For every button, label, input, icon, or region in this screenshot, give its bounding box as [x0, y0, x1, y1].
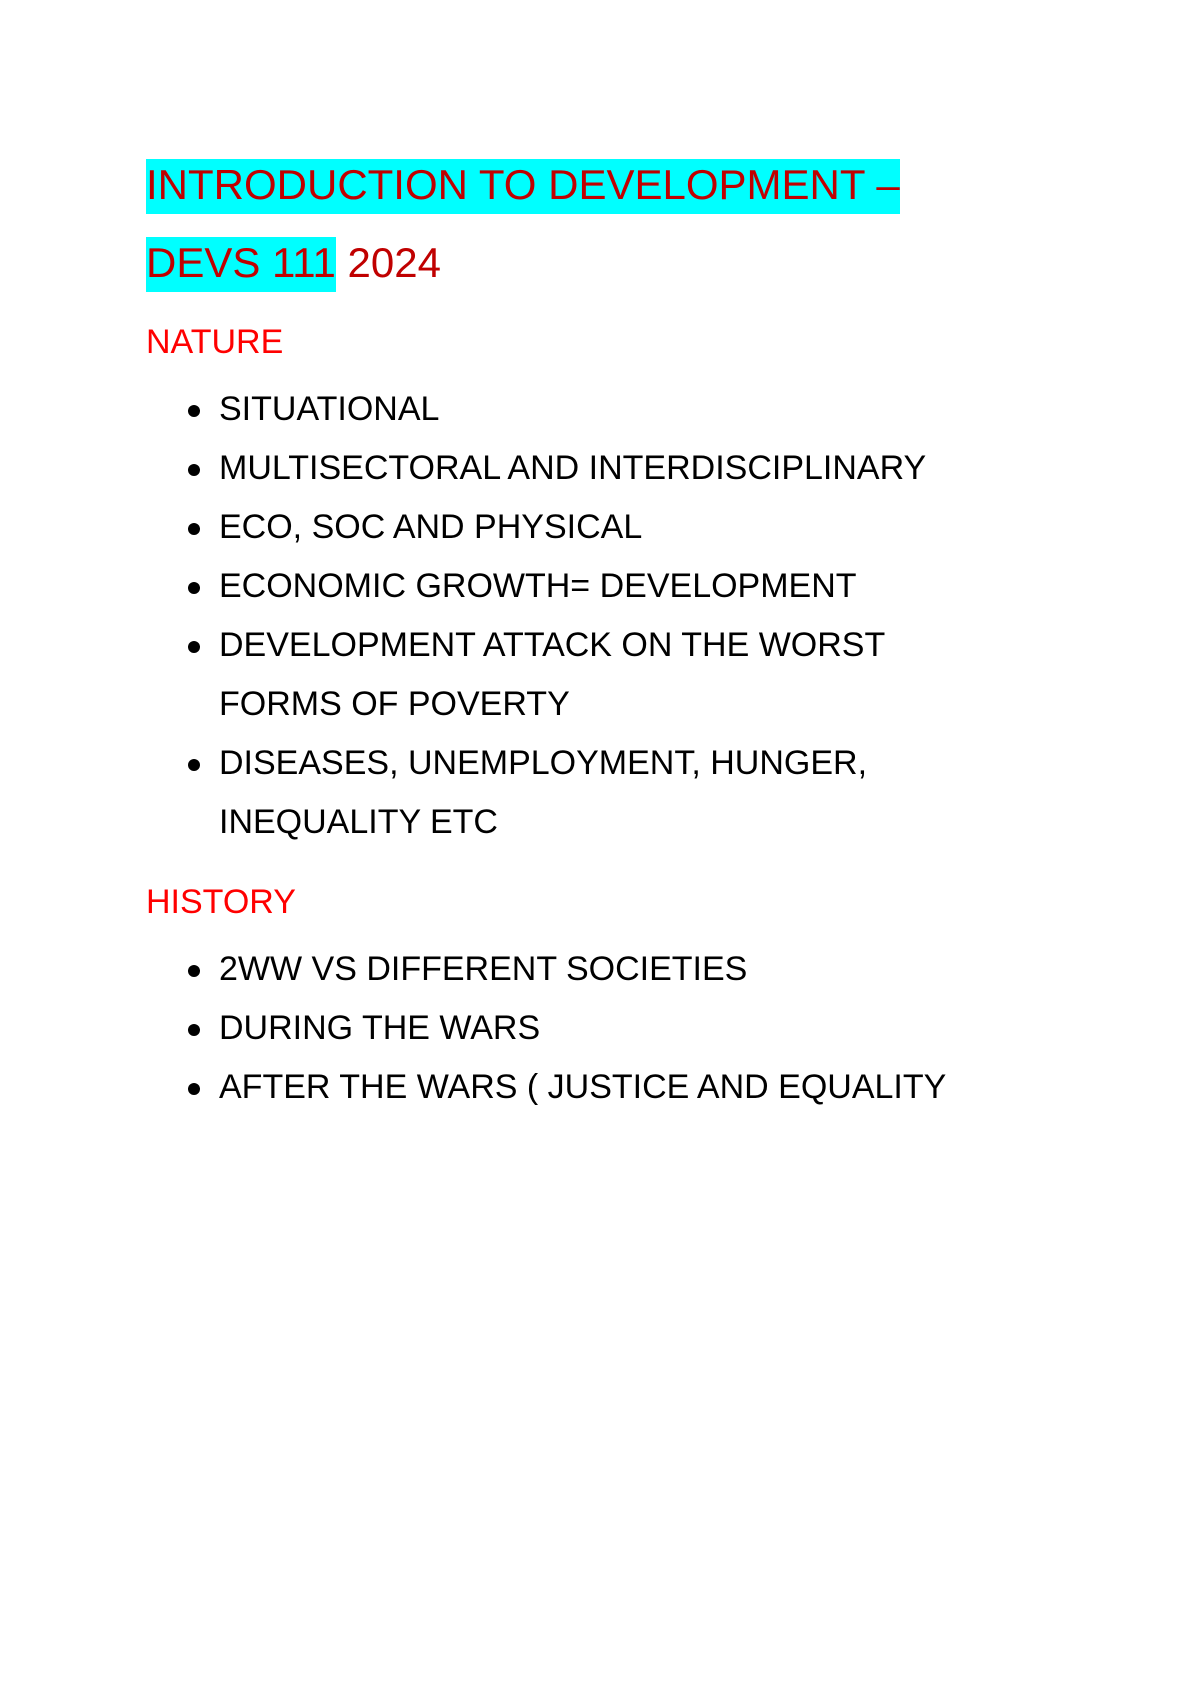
title-highlight-2: DEVS 111	[146, 237, 336, 292]
bullet-icon	[188, 582, 200, 594]
document-body	[146, 146, 1046, 1117]
list-item-text: DEVELOPMENT ATTACK ON THE WORST FORMS OF POVERTY	[219, 626, 885, 723]
history-list	[146, 940, 1046, 1117]
list-item-text: SITUATIONAL	[219, 390, 440, 428]
list-item-text: DISEASES, UNEMPLOYMENT, HUNGER, INEQUALITY ETC	[219, 744, 868, 841]
section-heading-history: HISTORY	[146, 883, 296, 921]
list-item	[146, 380, 979, 439]
bullet-icon	[188, 759, 200, 771]
bullet-icon	[188, 523, 200, 535]
bullet-icon	[188, 965, 200, 977]
list-item	[146, 734, 979, 852]
list-item-text: 2WW VS DIFFERENT SOCIETIES	[219, 950, 748, 988]
nature-list	[146, 380, 1046, 852]
bullet-icon	[188, 464, 200, 476]
list-item	[146, 940, 979, 999]
list-item	[146, 439, 979, 498]
bullet-icon	[188, 1083, 200, 1095]
section-heading-nature: NATURE	[146, 323, 284, 361]
list-item	[146, 1058, 979, 1117]
bullet-icon	[188, 1024, 200, 1036]
bullet-icon	[188, 641, 200, 653]
list-item-text: ECONOMIC GROWTH= DEVELOPMENT	[219, 567, 857, 605]
list-item-text: DURING THE WARS	[219, 1009, 541, 1047]
list-item-text: ECO, SOC AND PHYSICAL	[219, 508, 643, 546]
title-line-1	[146, 146, 1046, 224]
title-year: 2024	[335, 239, 441, 286]
list-item	[146, 498, 979, 557]
list-item	[146, 999, 979, 1058]
document-title	[146, 146, 1046, 302]
list-item	[146, 616, 979, 734]
list-item	[146, 557, 979, 616]
title-highlight-1: INTRODUCTION TO DEVELOPMENT –	[146, 159, 900, 214]
title-line-2	[146, 224, 1046, 302]
list-item-text: AFTER THE WARS ( JUSTICE AND EQUALITY	[219, 1068, 947, 1106]
bullet-icon	[188, 405, 200, 417]
list-item-text: MULTISECTORAL AND INTERDISCIPLINARY	[219, 449, 927, 487]
